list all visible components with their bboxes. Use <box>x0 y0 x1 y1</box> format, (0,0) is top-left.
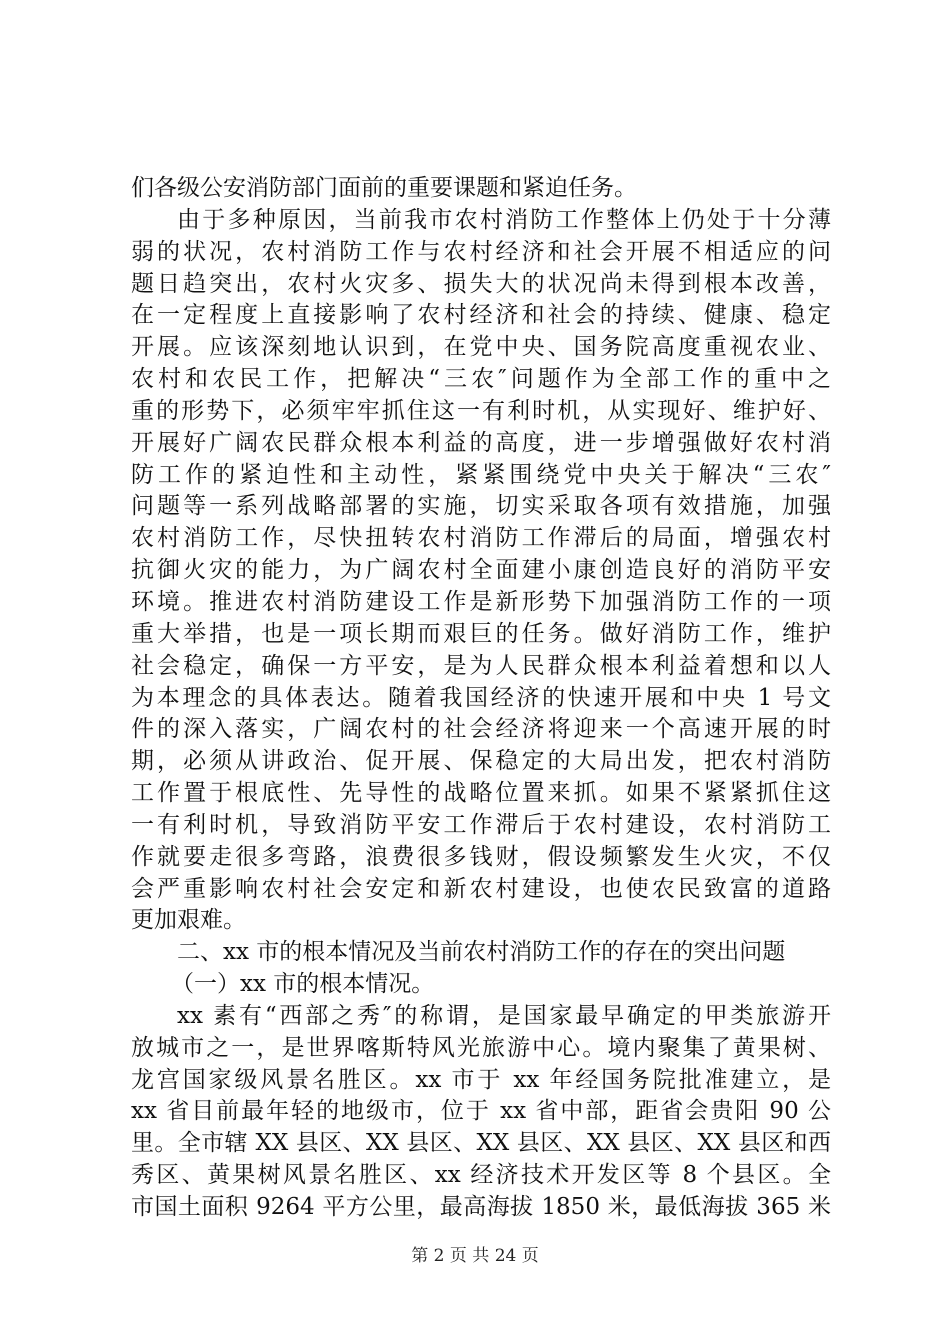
text-line: 件的深入落实，广阔农村的社会经济将迎来一个高速开展的时 <box>131 716 831 742</box>
text-line: 重的形势下，必须牢牢抓住这一有利时机，从实现好、维护好、 <box>131 398 831 424</box>
text-line: 题日趋突出，农村火灾多、损失大的状况尚未得到根本改善， <box>131 271 831 297</box>
text-line: xx 素有“西部之秀″的称谓，是国家最早确定的甲类旅游开 <box>177 1003 831 1029</box>
text-line: 开展好广阔农民群众根本利益的高度，进一步增强做好农村消 <box>131 430 831 456</box>
text-line: 期，必须从讲政治、促开展、保稳定的大局出发，把农村消防 <box>131 748 831 774</box>
text-line: 防工作的紧迫性和主动性，紧紧围绕党中央关于解决“三农″ <box>131 462 831 488</box>
text-line: 农村消防工作，尽快扭转农村消防工作滞后的局面，增强农村 <box>131 525 831 551</box>
text-line: 农村和农民工作，把解决“三农″问题作为全部工作的重中之 <box>131 366 831 392</box>
text-line: 环境。推进农村消防建设工作是新形势下加强消防工作的一项 <box>131 589 831 615</box>
text-line: 会严重影响农村社会安定和新农村建设，也使农民致富的道路 <box>131 876 831 902</box>
text-line: 问题等一系列战略部署的实施，切实采取各项有效措施，加强 <box>131 493 831 519</box>
text-line: 里。全市辖 XX 县区、XX 县区、XX 县区、XX 县区、XX 县区和西 <box>131 1130 831 1156</box>
text-line: 弱的状况，农村消防工作与农村经济和社会开展不相适应的问 <box>131 239 831 265</box>
text-line: 社会稳定，确保一方平安，是为人民群众根本利益着想和以人 <box>131 653 831 679</box>
text-line: 为本理念的具体表达。随着我国经济的快速开展和中央 1 号文 <box>131 685 831 711</box>
text-line: 重大举措，也是一项长期而艰巨的任务。做好消防工作，维护 <box>131 621 831 647</box>
text-line: 放城市之一，是世界喀斯特风光旅游中心。境内聚集了黄果树、 <box>131 1035 831 1061</box>
text-line: 更加艰难。 <box>131 907 246 933</box>
text-line: 们各级公安消防部门面前的重要课题和紧迫任务。 <box>131 175 637 201</box>
subsection-heading: （一）xx 市的根本情况。 <box>171 971 435 997</box>
text-line: 秀区、黄果树风景名胜区、xx 经济技术开发区等 8 个县区。全 <box>131 1162 831 1188</box>
text-line: 由于多种原因，当前我市农村消防工作整体上仍处于十分薄 <box>177 207 831 233</box>
section-heading: 二、xx 市的根本情况及当前农村消防工作的存在的突出问题 <box>177 939 786 965</box>
text-line: 一有利时机，导致消防平安工作滞后于农村建设，农村消防工 <box>131 812 831 838</box>
page-footer: 第 2 页 共 24 页 <box>411 1246 539 1266</box>
text-line: 龙宫国家级风景名胜区。xx 市于 xx 年经国务院批准建立，是 <box>131 1067 831 1093</box>
text-line: 开展。应该深刻地认识到，在党中央、国务院高度重视农业、 <box>131 334 831 360</box>
text-line: 抗御火灾的能力，为广阔农村全面建小康创造良好的消防平安 <box>131 557 831 583</box>
text-line: 市国土面积 9264 平方公里，最高海拔 1850 米，最低海拔 365 米 <box>131 1194 831 1220</box>
text-line: 作就要走很多弯路，浪费很多钱财，假设频繁发生火灾，不仅 <box>131 844 831 870</box>
text-line: xx 省目前最年轻的地级市，位于 xx 省中部，距省会贵阳 90 公 <box>131 1098 831 1124</box>
text-line: 工作置于根底性、先导性的战略位置来抓。如果不紧紧抓住这 <box>131 780 831 806</box>
text-line: 在一定程度上直接影响了农村经济和社会的持续、健康、稳定 <box>131 302 831 328</box>
